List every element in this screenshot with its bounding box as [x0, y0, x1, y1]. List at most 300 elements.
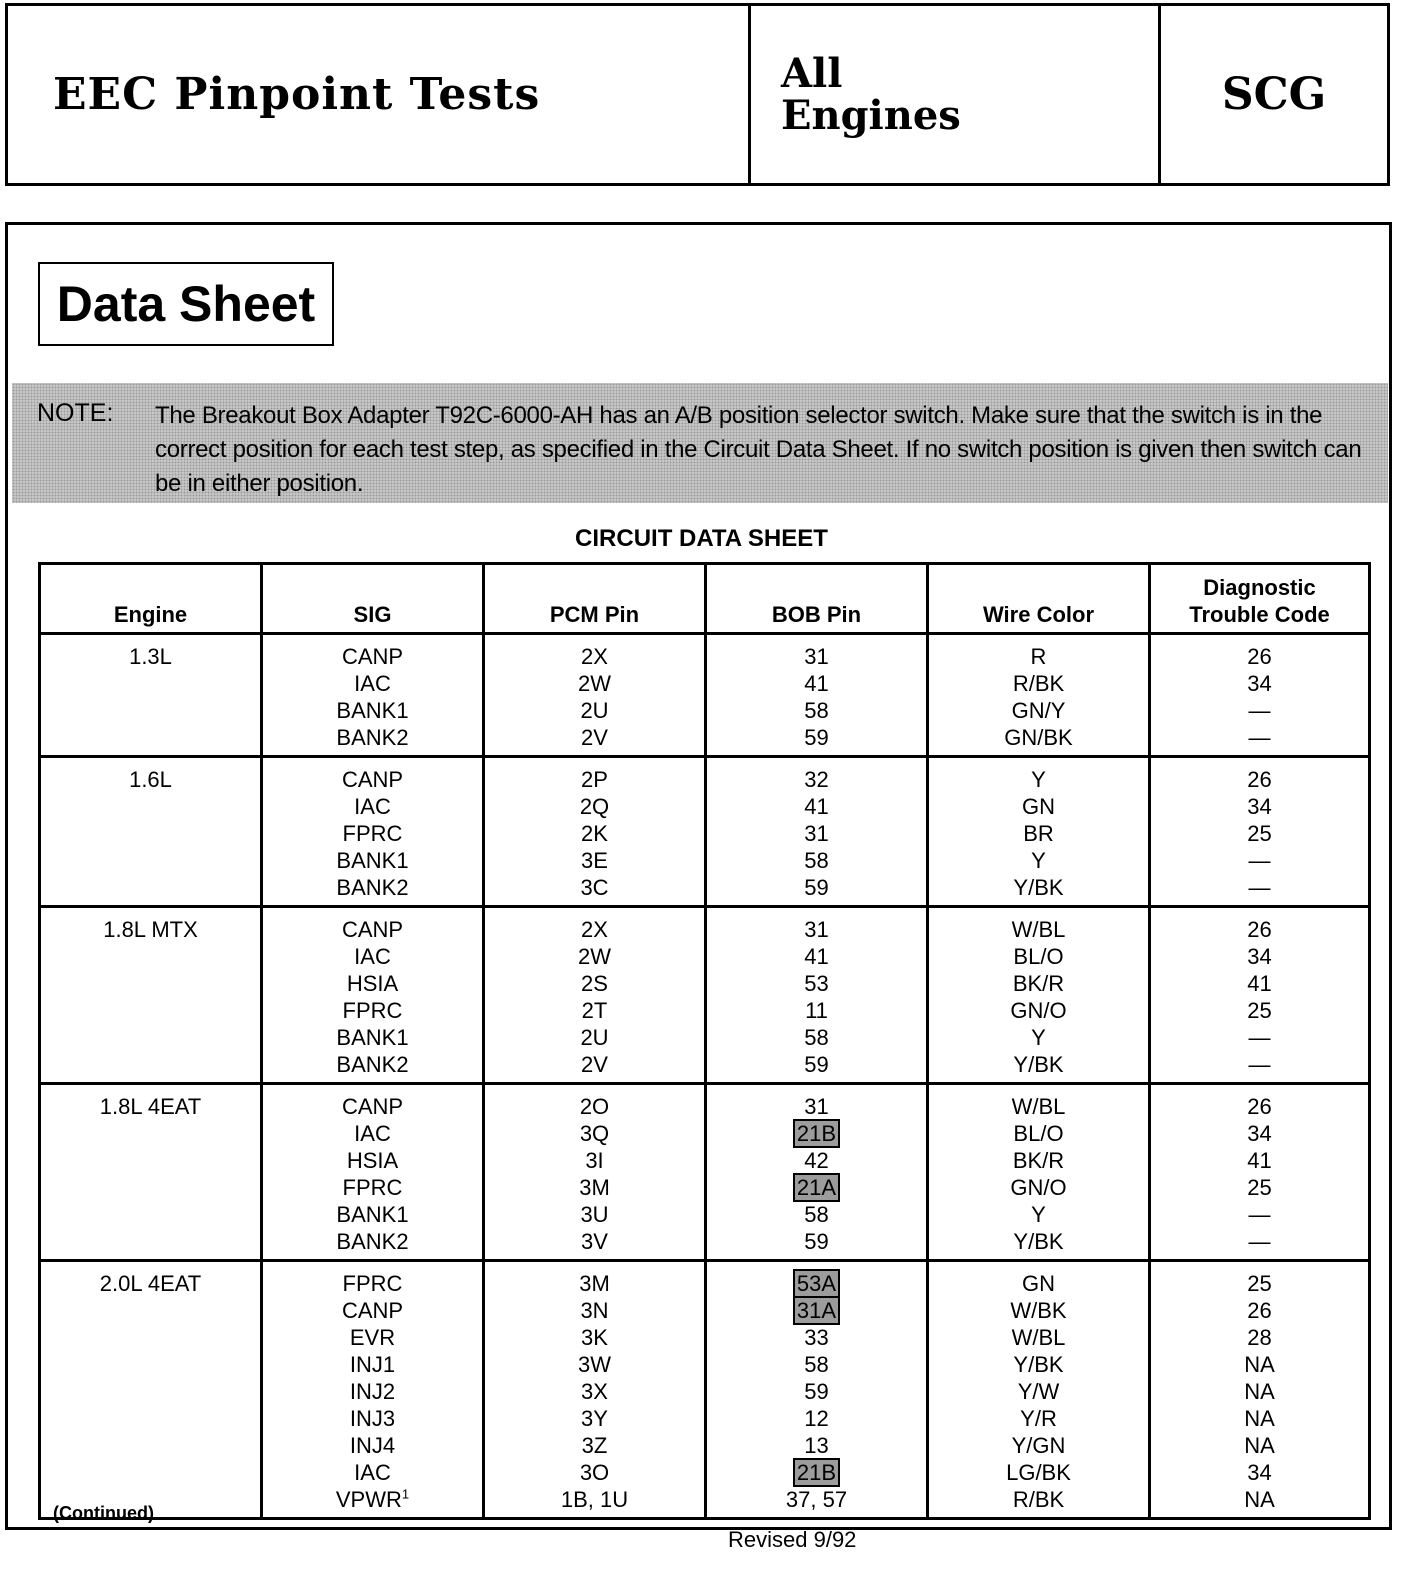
dtc-value: [1151, 916, 1368, 943]
dtc-value: [1151, 1459, 1368, 1486]
bob-text: 21B: [796, 1460, 837, 1485]
bob-value: [707, 670, 926, 697]
bob-value: [707, 697, 926, 724]
table-title: CIRCUIT DATA SHEET: [575, 525, 828, 552]
wire-value: [929, 1093, 1148, 1120]
bob-text: 41: [804, 671, 829, 696]
pcm-text: 3I: [585, 1148, 604, 1173]
bob-value: [707, 1024, 926, 1051]
wire-text: Y: [1031, 1025, 1046, 1050]
sig-value: [263, 766, 482, 793]
sig-cell: [262, 1084, 484, 1261]
sig-value: [263, 820, 482, 847]
dtc-text: —: [1248, 1025, 1271, 1050]
bob-value: [707, 766, 926, 793]
bob-text: 31: [804, 917, 829, 942]
sig-value: [263, 1228, 482, 1255]
bob-value: [707, 916, 926, 943]
header-engines-cell: [751, 6, 1161, 183]
sig-text: FPRC: [342, 998, 403, 1023]
sig-value: [263, 1432, 482, 1459]
header-title: EEC Pinpoint Tests: [53, 69, 541, 120]
pcm-text: 2S: [581, 971, 608, 996]
wire-text: LG/BK: [1006, 1460, 1071, 1485]
sig-text: BANK1: [336, 698, 409, 723]
bob-value: [707, 1120, 926, 1147]
circuit-data-table: [38, 562, 1371, 1520]
engine-cell: [40, 757, 262, 907]
dtc-text: —: [1248, 848, 1271, 873]
pcm-value: [485, 1024, 704, 1051]
dtc-value: [1151, 1201, 1368, 1228]
header-sig: SIG: [262, 564, 484, 634]
bob-text: 11: [805, 998, 828, 1023]
bob-value: [707, 847, 926, 874]
bob-text: 21A: [796, 1175, 837, 1200]
bob-value: [707, 1324, 926, 1351]
wire-value: [929, 820, 1148, 847]
wire-value: [929, 1147, 1148, 1174]
sig-value: [263, 847, 482, 874]
pcm-value: [485, 1405, 704, 1432]
wire-value: [929, 1051, 1148, 1078]
pcm-pin-cell: [484, 1261, 706, 1519]
dtc-text: NA: [1244, 1379, 1275, 1404]
wire-text: Y: [1031, 1202, 1046, 1227]
header-dtc: [1150, 564, 1370, 634]
pcm-value: [485, 1351, 704, 1378]
pcm-text: 3W: [578, 1352, 611, 1377]
dtc-value: [1151, 1024, 1368, 1051]
wire-value: [929, 1432, 1148, 1459]
bob-text: 58: [804, 698, 829, 723]
wire-value: [929, 970, 1148, 997]
pcm-value: [485, 1297, 704, 1324]
header-engine: Engine: [40, 564, 262, 634]
sig-text: INJ4: [349, 1433, 396, 1458]
wire-value: [929, 916, 1148, 943]
dtc-text: 26: [1247, 1298, 1272, 1323]
dtc-value: [1151, 1174, 1368, 1201]
dtc-cell: [1150, 634, 1370, 757]
sig-text: INJ1: [349, 1352, 396, 1377]
wire-text: Y/GN: [1011, 1433, 1066, 1458]
sig-value: [263, 1351, 482, 1378]
bob-text: 59: [804, 875, 829, 900]
dtc-text: —: [1248, 698, 1271, 723]
sig-value: [263, 724, 482, 751]
wire-text: R/BK: [1012, 671, 1065, 696]
note-label: NOTE:: [37, 399, 114, 427]
continued-note: (Continued): [53, 1503, 154, 1523]
wire-value: [929, 766, 1148, 793]
pcm-text: 3K: [581, 1325, 608, 1350]
dtc-value: [1151, 1378, 1368, 1405]
pcm-text: 3M: [579, 1175, 610, 1200]
sig-value: [263, 1093, 482, 1120]
header-dtc-line2: Trouble Code: [1189, 602, 1330, 627]
wire-value: [929, 1486, 1148, 1513]
sig-value: [263, 1378, 482, 1405]
pcm-value: [485, 997, 704, 1024]
revision-footer: Revised 9/92: [728, 1527, 857, 1552]
sig-text: BANK2: [336, 725, 409, 750]
wire-color-cell: [928, 634, 1150, 757]
sig-text: BANK1: [336, 1025, 409, 1050]
wire-value: [929, 1459, 1148, 1486]
dtc-text: 34: [1247, 1460, 1272, 1485]
pcm-value: [485, 1378, 704, 1405]
wire-text: Y/R: [1020, 1406, 1057, 1431]
pcm-value: [485, 670, 704, 697]
dtc-value: [1151, 643, 1368, 670]
engine-label: 2.0L 4EAT: [99, 1271, 202, 1296]
wire-text: Y/BK: [1013, 1352, 1064, 1377]
sig-text: IAC: [354, 794, 391, 819]
note-banner: [12, 383, 1388, 503]
table-header-row: [40, 564, 1370, 634]
wire-value: [929, 1351, 1148, 1378]
wire-value: [929, 1378, 1148, 1405]
content-frame: [5, 222, 1392, 1530]
wire-text: Y/BK: [1013, 1052, 1064, 1077]
wire-text: GN/Y: [1011, 698, 1066, 723]
bob-text: 53A: [796, 1271, 837, 1296]
pcm-value: [485, 643, 704, 670]
sig-text: IAC: [354, 944, 391, 969]
sig-cell: [262, 907, 484, 1084]
dtc-text: NA: [1244, 1352, 1275, 1377]
engine-cell: [40, 907, 262, 1084]
bob-text: 12: [804, 1406, 829, 1431]
pcm-value: [485, 847, 704, 874]
bob-text: 32: [804, 767, 829, 792]
dtc-text: 25: [1247, 821, 1272, 846]
section-title-box: [38, 262, 334, 346]
pcm-text: 3N: [580, 1298, 609, 1323]
dtc-value: [1151, 1051, 1368, 1078]
dtc-value: [1151, 1405, 1368, 1432]
sig-cell: [262, 1261, 484, 1519]
bob-pin-cell: [706, 1084, 928, 1261]
bob-value: [707, 1432, 926, 1459]
wire-text: R/BK: [1012, 1487, 1065, 1512]
sig-value: [263, 943, 482, 970]
wire-value: [929, 1228, 1148, 1255]
pcm-text: 2V: [581, 725, 608, 750]
pcm-pin-cell: [484, 907, 706, 1084]
pcm-text: 3Q: [579, 1121, 610, 1146]
sig-text: BANK1: [336, 848, 409, 873]
bob-text: 41: [804, 794, 829, 819]
header-bob-pin: BOB Pin: [706, 564, 928, 634]
pcm-text: 2W: [578, 671, 611, 696]
pcm-text: 2X: [581, 644, 608, 669]
wire-value: [929, 697, 1148, 724]
dtc-text: 34: [1247, 944, 1272, 969]
bob-text: 58: [804, 1352, 829, 1377]
dtc-value: [1151, 697, 1368, 724]
sig-text: CANP: [341, 1094, 404, 1119]
bob-value: [707, 970, 926, 997]
bob-text: 21B: [796, 1121, 837, 1146]
wire-text: GN/BK: [1004, 725, 1073, 750]
wire-text: Y: [1031, 767, 1046, 792]
sig-text: IAC: [354, 1121, 391, 1146]
pcm-value: [485, 1324, 704, 1351]
dtc-value: [1151, 793, 1368, 820]
pcm-text: 3Z: [581, 1433, 608, 1458]
sig-text: CANP: [341, 644, 404, 669]
bob-text: 31: [804, 1094, 829, 1119]
sig-value: [263, 1024, 482, 1051]
dtc-text: NA: [1244, 1406, 1275, 1431]
bob-text: 37, 57: [785, 1487, 848, 1512]
dtc-text: 26: [1247, 767, 1272, 792]
pcm-value: [485, 1270, 704, 1297]
bob-text: 13: [804, 1433, 829, 1458]
sig-value: [263, 997, 482, 1024]
table-row: [40, 757, 1370, 907]
sig-value: [263, 643, 482, 670]
dtc-text: 28: [1247, 1325, 1272, 1350]
dtc-value: [1151, 1228, 1368, 1255]
bob-value: [707, 1351, 926, 1378]
wire-color-cell: [928, 907, 1150, 1084]
pcm-value: [485, 916, 704, 943]
wire-text: BR: [1023, 821, 1054, 846]
bob-text: 41: [804, 944, 829, 969]
wire-value: [929, 793, 1148, 820]
dtc-value: [1151, 874, 1368, 901]
sig-value: [263, 1297, 482, 1324]
sig-value: [263, 1270, 482, 1297]
pcm-value: [485, 1147, 704, 1174]
pcm-value: [485, 820, 704, 847]
pcm-text: 2T: [581, 998, 608, 1023]
header-engines: [781, 49, 961, 139]
wire-text: BL/O: [1013, 1121, 1064, 1146]
bob-text: 59: [804, 725, 829, 750]
sig-text: HSIA: [346, 1148, 399, 1173]
sig-cell: [262, 757, 484, 907]
bob-text: 58: [804, 848, 829, 873]
sig-value: [263, 1459, 482, 1486]
wire-text: W/BL: [1011, 1325, 1066, 1350]
wire-value: [929, 1270, 1148, 1297]
sig-value: [263, 916, 482, 943]
pcm-text: 3Y: [581, 1406, 608, 1431]
wire-text: BK/R: [1012, 1148, 1065, 1173]
sig-text: FPRC: [342, 821, 403, 846]
sig-text: FPRC: [342, 1271, 403, 1296]
wire-value: [929, 997, 1148, 1024]
pcm-value: [485, 766, 704, 793]
wire-text: R: [1030, 644, 1047, 669]
pcm-text: 2K: [581, 821, 608, 846]
wire-color-cell: [928, 1261, 1150, 1519]
bob-pin-cell: [706, 757, 928, 907]
sig-text: INJ2: [349, 1379, 396, 1404]
pcm-value: [485, 1228, 704, 1255]
sig-value: [263, 874, 482, 901]
bob-value: [707, 724, 926, 751]
pcm-value: [485, 943, 704, 970]
dtc-value: [1151, 943, 1368, 970]
pcm-text: 2X: [581, 917, 608, 942]
bob-value: [707, 820, 926, 847]
sig-value: [263, 1405, 482, 1432]
pcm-text: 3E: [581, 848, 608, 873]
dtc-text: NA: [1244, 1487, 1275, 1512]
sig-text: BANK2: [336, 1052, 409, 1077]
header-code: SCG: [1221, 69, 1327, 120]
dtc-text: 34: [1247, 1121, 1272, 1146]
wire-text: W/BL: [1011, 1094, 1066, 1119]
pcm-value: [485, 1120, 704, 1147]
dtc-text: 41: [1247, 1148, 1272, 1173]
wire-value: [929, 1201, 1148, 1228]
sig-cell: [262, 634, 484, 757]
header-title-cell: [8, 6, 751, 183]
bob-value: [707, 943, 926, 970]
wire-text: BL/O: [1013, 944, 1064, 969]
pcm-text: 3M: [579, 1271, 610, 1296]
dtc-text: 25: [1247, 998, 1272, 1023]
wire-text: GN: [1022, 1271, 1055, 1296]
bob-text: 59: [804, 1379, 829, 1404]
dtc-cell: [1150, 1084, 1370, 1261]
sig-value: [263, 1174, 482, 1201]
pcm-text: 2U: [580, 1025, 609, 1050]
wire-color-cell: [928, 1084, 1150, 1261]
pcm-value: [485, 1432, 704, 1459]
engine-label: 1.3L: [129, 644, 172, 669]
bob-text: 31: [804, 644, 829, 669]
bob-text: 42: [804, 1148, 829, 1173]
pcm-text: 3V: [581, 1229, 608, 1254]
header-wire-color: Wire Color: [928, 564, 1150, 634]
pcm-value: [485, 1051, 704, 1078]
wire-text: Y/BK: [1013, 1229, 1064, 1254]
wire-text: W/BK: [1010, 1298, 1067, 1323]
sig-text: CANP: [341, 767, 404, 792]
pcm-value: [485, 1201, 704, 1228]
dtc-value: [1151, 766, 1368, 793]
bob-value: [707, 643, 926, 670]
bob-value: [707, 1201, 926, 1228]
wire-color-cell: [928, 757, 1150, 907]
bob-text: 58: [804, 1202, 829, 1227]
sig-text: FPRC: [342, 1175, 403, 1200]
header-pcm-pin: PCM Pin: [484, 564, 706, 634]
wire-value: [929, 1297, 1148, 1324]
bob-text: 33: [804, 1325, 829, 1350]
wire-text: Y/W: [1017, 1379, 1060, 1404]
sig-text: BANK2: [336, 875, 409, 900]
wire-value: [929, 1324, 1148, 1351]
engine-cell: [40, 634, 262, 757]
pcm-text: 2P: [581, 767, 608, 792]
dtc-text: 34: [1247, 794, 1272, 819]
dtc-value: [1151, 1120, 1368, 1147]
pcm-text: 2Q: [579, 794, 610, 819]
pcm-text: 2U: [580, 698, 609, 723]
dtc-cell: [1150, 757, 1370, 907]
pcm-value: [485, 724, 704, 751]
pcm-text: 2W: [578, 944, 611, 969]
bob-value: [707, 1147, 926, 1174]
table-body: [40, 634, 1370, 1519]
sig-text: INJ3: [349, 1406, 396, 1431]
sig-text: CANP: [341, 1298, 404, 1323]
dtc-text: 26: [1247, 917, 1272, 942]
wire-value: [929, 724, 1148, 751]
pcm-value: [485, 793, 704, 820]
note-text: The Breakout Box Adapter T92C-6000-AH has an A/B position selector switch. Make sure that the switch is in the correct position for each test step, as specified in the Circuit Data Sheet. If no switch position is given then switch can be in either position.: [155, 402, 1362, 497]
wire-text: W/BL: [1011, 917, 1066, 942]
wire-value: [929, 1120, 1148, 1147]
pcm-pin-cell: [484, 1084, 706, 1261]
dtc-text: NA: [1244, 1433, 1275, 1458]
sig-text: EVR: [349, 1325, 396, 1350]
sig-value: [263, 1147, 482, 1174]
pcm-text: 3C: [580, 875, 609, 900]
section-title: Data Sheet: [56, 276, 316, 332]
sig-text: CANP: [341, 917, 404, 942]
dtc-text: 26: [1247, 1094, 1272, 1119]
bob-text: 31A: [796, 1298, 837, 1323]
sig-text: IAC: [354, 1460, 391, 1485]
dtc-text: —: [1248, 1229, 1271, 1254]
bob-value: [707, 1459, 926, 1486]
sig-text: IAC: [354, 671, 391, 696]
pcm-text: 2V: [581, 1052, 608, 1077]
table-row: [40, 907, 1370, 1084]
dtc-text: 41: [1247, 971, 1272, 996]
pcm-value: [485, 1459, 704, 1486]
sig-text: HSIA: [346, 971, 399, 996]
table-row: [40, 634, 1370, 757]
bob-text: 59: [804, 1229, 829, 1254]
sig-value: [263, 697, 482, 724]
bob-value: [707, 997, 926, 1024]
bob-value: [707, 874, 926, 901]
pcm-value: [485, 970, 704, 997]
bob-value: [707, 1405, 926, 1432]
dtc-text: —: [1248, 1202, 1271, 1227]
footnote-marker: 1: [401, 1486, 410, 1502]
dtc-text: —: [1248, 1052, 1271, 1077]
pcm-text: 3U: [580, 1202, 609, 1227]
sig-value: [263, 1486, 482, 1513]
table-row: [40, 1261, 1370, 1519]
sig-value: [263, 670, 482, 697]
pcm-text: 2O: [579, 1094, 610, 1119]
bob-value: [707, 1378, 926, 1405]
dtc-value: [1151, 1351, 1368, 1378]
wire-value: [929, 943, 1148, 970]
dtc-text: 26: [1247, 644, 1272, 669]
bob-pin-cell: [706, 1261, 928, 1519]
pcm-value: [485, 1093, 704, 1120]
dtc-cell: [1150, 1261, 1370, 1519]
dtc-value: [1151, 1147, 1368, 1174]
dtc-value: [1151, 1270, 1368, 1297]
sig-value: [263, 1201, 482, 1228]
bob-value: [707, 1051, 926, 1078]
bob-text: 58: [804, 1025, 829, 1050]
